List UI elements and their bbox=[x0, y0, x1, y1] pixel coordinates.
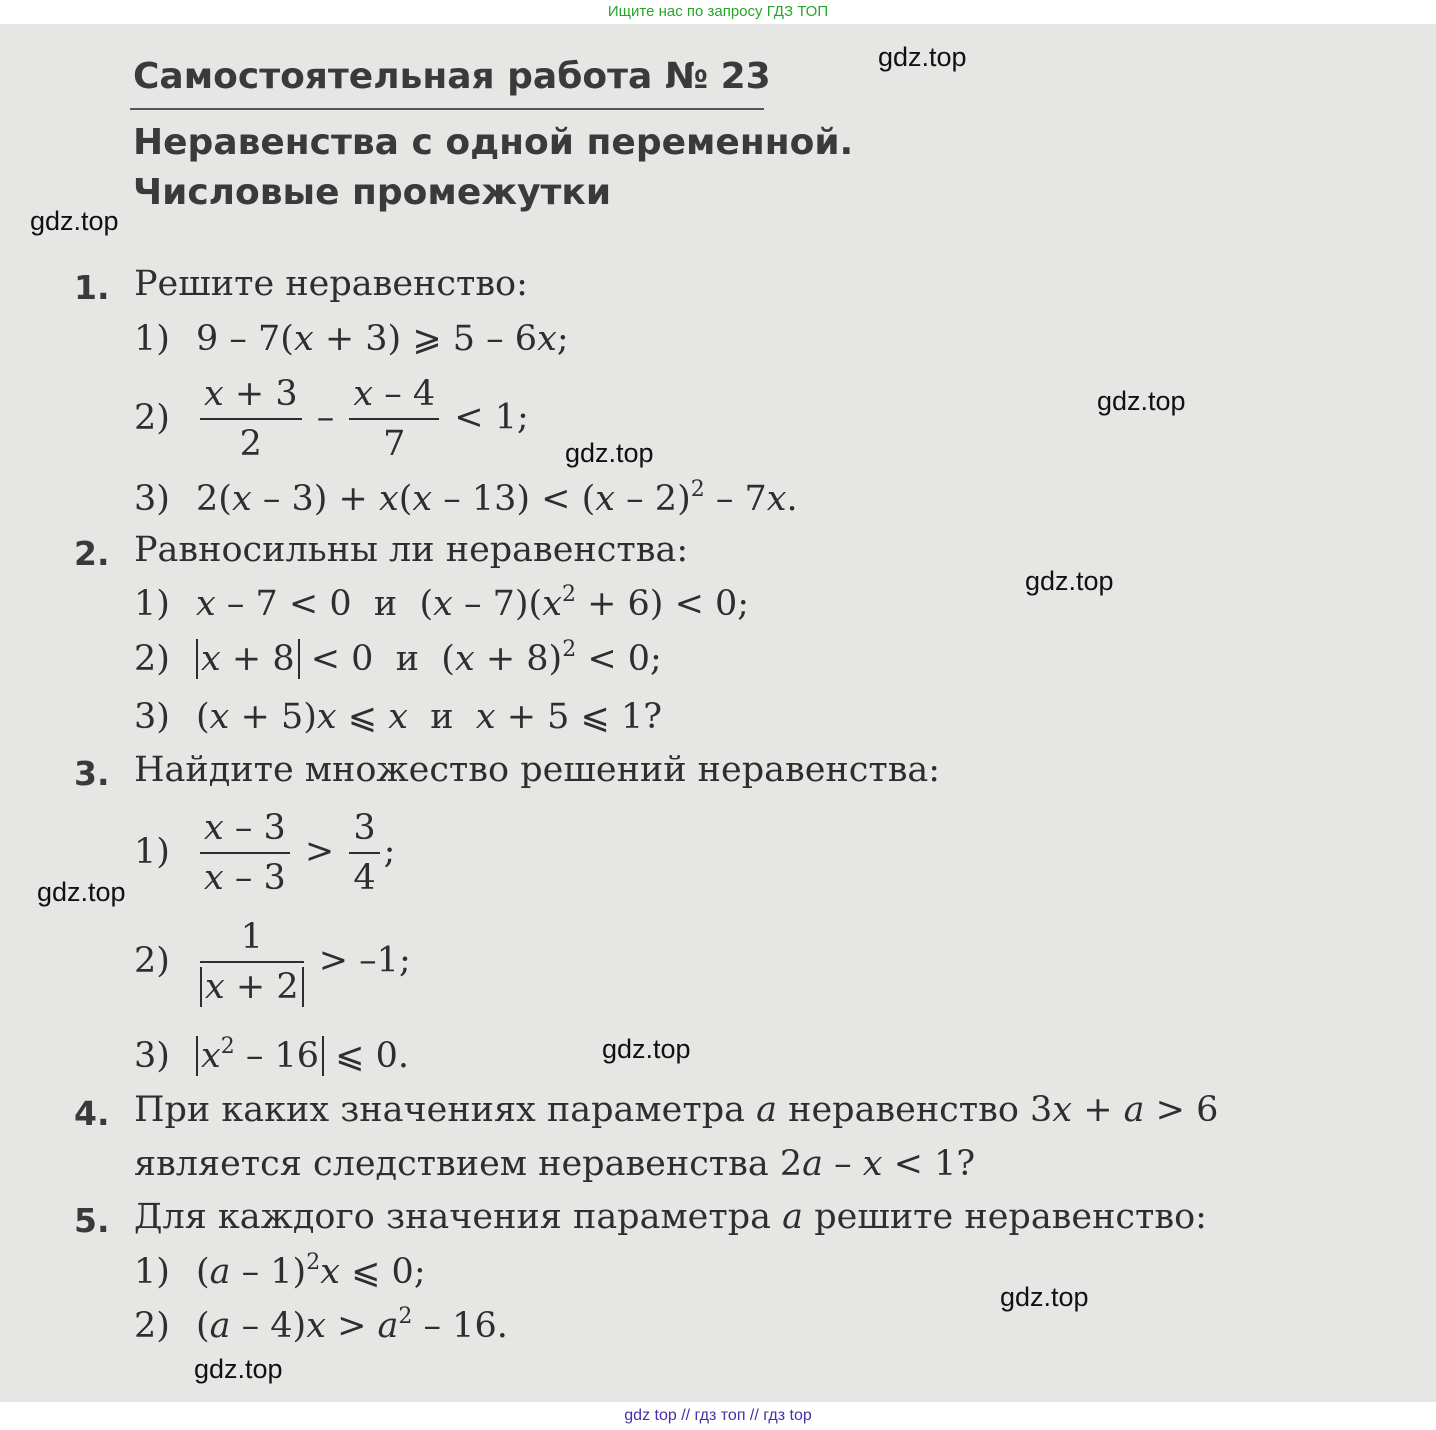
task-1-item-1: 1) 9 – 7(x + 3) ⩾ 5 – 6x; bbox=[134, 319, 569, 359]
watermark: gdz.top bbox=[30, 206, 119, 236]
fraction: $\frac{1}{x + 2}$ bbox=[200, 917, 304, 1007]
item-label: 2) bbox=[134, 639, 170, 679]
task-5-number: 5. bbox=[74, 1201, 110, 1240]
task-2-item-3: 3) (x + 5)x ⩽ x и x + 5 ⩽ 1? bbox=[134, 697, 663, 737]
task-2-number: 2. bbox=[74, 534, 110, 573]
task-1-number: 1. bbox=[74, 268, 110, 307]
task-2-item-1: 1) x – 7 < 0 и $(x - 7)(x^2 + 6) < 0$; bbox=[134, 582, 750, 624]
item-label: 3) bbox=[134, 479, 170, 519]
watermark: gdz.top bbox=[565, 438, 654, 468]
task-4-text-end: неравенство 3 bbox=[788, 1090, 1053, 1130]
top-banner-text: Ищите нас по запросу ГДЗ ТОП bbox=[607, 3, 829, 20]
task-1-item-2: 2) $\frac{x + 3}{2}$ – $\frac{x - 4}{7}$ < 1; bbox=[134, 374, 529, 464]
task-3-item-1: 1) $\frac{x - 3}{x - 3}$ > $\frac{3}{4}$ ; bbox=[134, 808, 396, 898]
task-5-text-start: Для каждого значения параметра bbox=[134, 1197, 772, 1237]
item-label: 1) bbox=[134, 319, 170, 359]
fraction: $\frac{x + 3}{2}$ bbox=[200, 374, 302, 464]
bottom-banner-text: gdz top // гдз топ // гдз top bbox=[624, 1407, 812, 1424]
item-label: 1) bbox=[134, 584, 170, 624]
task-5-item-1: 1) (a – 1)$^2$x ⩽ 0; bbox=[134, 1250, 426, 1292]
task-4-text-start: При каких значениях параметра bbox=[134, 1090, 745, 1130]
item-label: 3) bbox=[134, 697, 170, 737]
page-title: Самостоятельная работа № 23 bbox=[133, 56, 771, 97]
task-1-item-3: 3) 2(x – 3) + x(x – 13) < (x – 2)$^2$ – 7x. bbox=[134, 477, 798, 519]
watermark: gdz.top bbox=[878, 42, 967, 72]
watermark: gdz.top bbox=[1000, 1282, 1089, 1312]
task-5-text-end: решите неравенство: bbox=[814, 1197, 1207, 1237]
item-label: 1) bbox=[134, 1252, 170, 1292]
item-label: 2) bbox=[134, 940, 170, 981]
task-4-number: 4. bbox=[74, 1094, 110, 1133]
task-5-text: Для каждого значения параметра a решите неравенство: bbox=[134, 1197, 1207, 1237]
bottom-banner bbox=[0, 1402, 1436, 1430]
watermark: gdz.top bbox=[194, 1354, 283, 1384]
task-2-text: Равносильны ли неравенства: bbox=[134, 530, 689, 570]
item-label: 2) bbox=[134, 1306, 170, 1346]
item-label: 2) bbox=[134, 397, 170, 438]
subtitle-line-1: Неравенства с одной переменной. bbox=[133, 122, 854, 163]
title-underline bbox=[130, 108, 764, 110]
top-banner bbox=[0, 0, 1436, 24]
watermark: gdz.top bbox=[37, 877, 126, 907]
item-label: 3) bbox=[134, 1036, 170, 1076]
watermark: gdz.top bbox=[1025, 566, 1114, 596]
watermark: gdz.top bbox=[1097, 386, 1186, 416]
task-4-line-1: При каких значениях параметра a неравенство 3x + a > 6 bbox=[134, 1090, 1219, 1130]
fraction: $\frac{3}{4}$ bbox=[349, 808, 379, 898]
task-2-item-2: 2) x + 8 < 0 и $(x + 8)^2 < 0$; bbox=[134, 637, 662, 679]
task-1-text: Решите неравенство: bbox=[134, 264, 528, 304]
task-3-item-3: 3) $x^2 - 16$ ⩽ 0. bbox=[134, 1034, 410, 1076]
task-3-item-2: 2) $\frac{1}{x + 2}$ > –1; bbox=[134, 917, 411, 1007]
task-3-number: 3. bbox=[74, 754, 110, 793]
fraction: $\frac{x - 3}{x - 3}$ bbox=[200, 808, 290, 898]
task-4-text-line-2: является следствием неравенства 2 bbox=[134, 1144, 803, 1184]
fraction: $\frac{x - 4}{7}$ bbox=[349, 374, 439, 464]
textbook-page bbox=[0, 24, 1436, 1402]
item-label: 1) bbox=[134, 831, 170, 872]
subtitle-line-2: Числовые промежутки bbox=[133, 172, 612, 213]
task-4-line-2: является следствием неравенства 2a – x < 1? bbox=[134, 1144, 976, 1184]
task-3-text: Найдите множество решений неравенства: bbox=[134, 750, 941, 790]
task-5-item-2: 2) $(a - 4)x > a^2 - 16$. bbox=[134, 1304, 508, 1346]
watermark: gdz.top bbox=[602, 1034, 691, 1064]
